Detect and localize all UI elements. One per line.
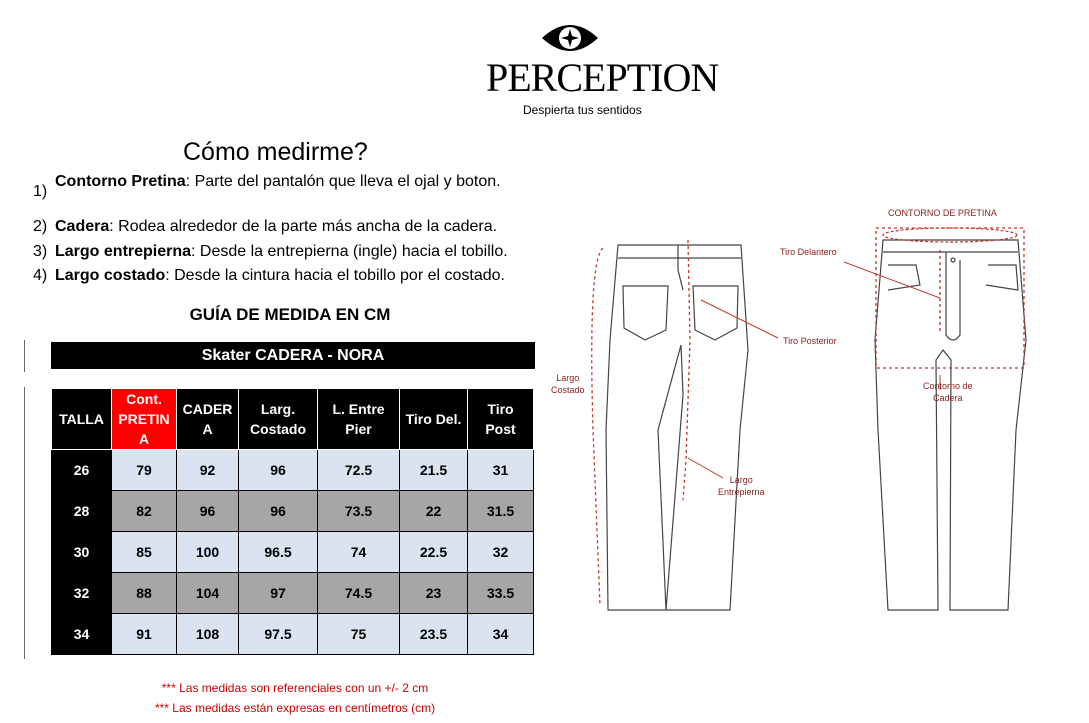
brand-name: PERCEPTION <box>486 55 719 100</box>
value-cell: 23.5 <box>400 614 468 655</box>
value-cell: 92 <box>177 450 239 491</box>
step-text <box>55 216 543 237</box>
instruction-step-3 <box>33 241 543 262</box>
label-contorno-pretina: CONTORNO DE PRETINA <box>888 208 997 218</box>
size-table <box>51 388 534 655</box>
size-cell: 34 <box>52 614 112 655</box>
header-tiro-delantero: Tiro Del. <box>400 389 468 450</box>
step-desc: : Rodea alrededor de la parte más ancha de la cadera. <box>109 218 498 235</box>
value-cell: 32 <box>468 532 534 573</box>
value-cell: 22.5 <box>400 532 468 573</box>
value-cell: 33.5 <box>468 573 534 614</box>
header-cadera: CADER A <box>177 389 239 450</box>
header-cont-pretina: Cont. PRETIN A <box>112 389 177 450</box>
value-cell: 104 <box>177 573 239 614</box>
value-cell: 74 <box>318 532 400 573</box>
step-term: Contorno Pretina <box>55 173 186 190</box>
header-tiro-posterior: Tiro Post <box>468 389 534 450</box>
value-cell: 72.5 <box>318 450 400 491</box>
value-cell: 73.5 <box>318 491 400 532</box>
step-number: 3) <box>33 243 48 260</box>
value-cell: 34 <box>468 614 534 655</box>
left-divider <box>24 387 25 659</box>
value-cell: 97 <box>239 573 318 614</box>
value-cell: 96.5 <box>239 532 318 573</box>
value-cell: 97.5 <box>239 614 318 655</box>
instruction-step-4 <box>33 265 543 286</box>
label-largo-entrepierna: Largo Entrepierna <box>718 475 765 497</box>
step-desc: : Desde la entrepierna (ingle) hacia el tobillo. <box>191 243 508 260</box>
note-units: *** Las medidas están expresas en centímetros (cm) <box>154 701 436 715</box>
brand-tagline: Despierta tus sentidos <box>523 103 642 117</box>
table-row <box>52 573 534 614</box>
label-tiro-delantero: Tiro Delantero <box>780 247 837 257</box>
value-cell: 74.5 <box>318 573 400 614</box>
value-cell: 96 <box>177 491 239 532</box>
step-text <box>55 241 543 262</box>
size-cell: 32 <box>52 573 112 614</box>
instruction-step-2 <box>33 216 543 237</box>
value-cell: 22 <box>400 491 468 532</box>
step-desc: : Parte del pantalón que lleva el ojal y boton. <box>185 173 501 190</box>
step-number: 4) <box>33 267 48 284</box>
value-cell: 85 <box>112 532 177 573</box>
value-cell: 82 <box>112 491 177 532</box>
step-desc: : Desde la cintura hacia el tobillo por el costado. <box>165 267 505 284</box>
step-term: Largo costado <box>55 267 166 284</box>
value-cell: 75 <box>318 614 400 655</box>
value-cell: 23 <box>400 573 468 614</box>
model-name-bar: Skater CADERA - NORA <box>51 342 535 369</box>
step-term: Largo entrepierna <box>55 243 192 260</box>
table-header-row <box>52 389 534 450</box>
note-reference: *** Las medidas son referenciales con un +/- 2 cm <box>161 681 429 695</box>
table-row <box>52 532 534 573</box>
value-cell: 100 <box>177 532 239 573</box>
table-row <box>52 450 534 491</box>
header-largo-entrepierna: L. Entre Pier <box>318 389 400 450</box>
brand-logo <box>480 20 719 120</box>
value-cell: 31.5 <box>468 491 534 532</box>
value-cell: 31 <box>468 450 534 491</box>
label-tiro-posterior: Tiro Posterior <box>783 336 837 346</box>
value-cell: 88 <box>112 573 177 614</box>
value-cell: 108 <box>177 614 239 655</box>
size-cell: 28 <box>52 491 112 532</box>
eye-icon <box>540 20 600 56</box>
pants-illustration <box>548 200 1043 615</box>
value-cell: 96 <box>239 450 318 491</box>
size-cell: 26 <box>52 450 112 491</box>
instruction-step-1 <box>33 171 543 213</box>
step-number: 1) <box>33 183 48 200</box>
value-cell: 21.5 <box>400 450 468 491</box>
value-cell: 79 <box>112 450 177 491</box>
step-text <box>55 171 543 192</box>
pants-measurement-diagram <box>548 200 1043 615</box>
step-number: 2) <box>33 218 48 235</box>
value-cell: 91 <box>112 614 177 655</box>
left-divider <box>24 340 25 372</box>
step-text <box>55 265 543 286</box>
table-row <box>52 491 534 532</box>
size-cell: 30 <box>52 532 112 573</box>
table-row <box>52 614 534 655</box>
guide-title: GUÍA DE MEDIDA EN CM <box>189 305 391 324</box>
header-largo-costado: Larg. Costado <box>239 389 318 450</box>
how-to-title: Cómo medirme? <box>183 138 368 166</box>
label-contorno-cadera: Contorno de Cadera <box>923 381 973 403</box>
label-largo-costado: Largo Costado <box>551 373 585 395</box>
step-term: Cadera <box>55 218 110 235</box>
header-talla: TALLA <box>52 389 112 450</box>
value-cell: 96 <box>239 491 318 532</box>
